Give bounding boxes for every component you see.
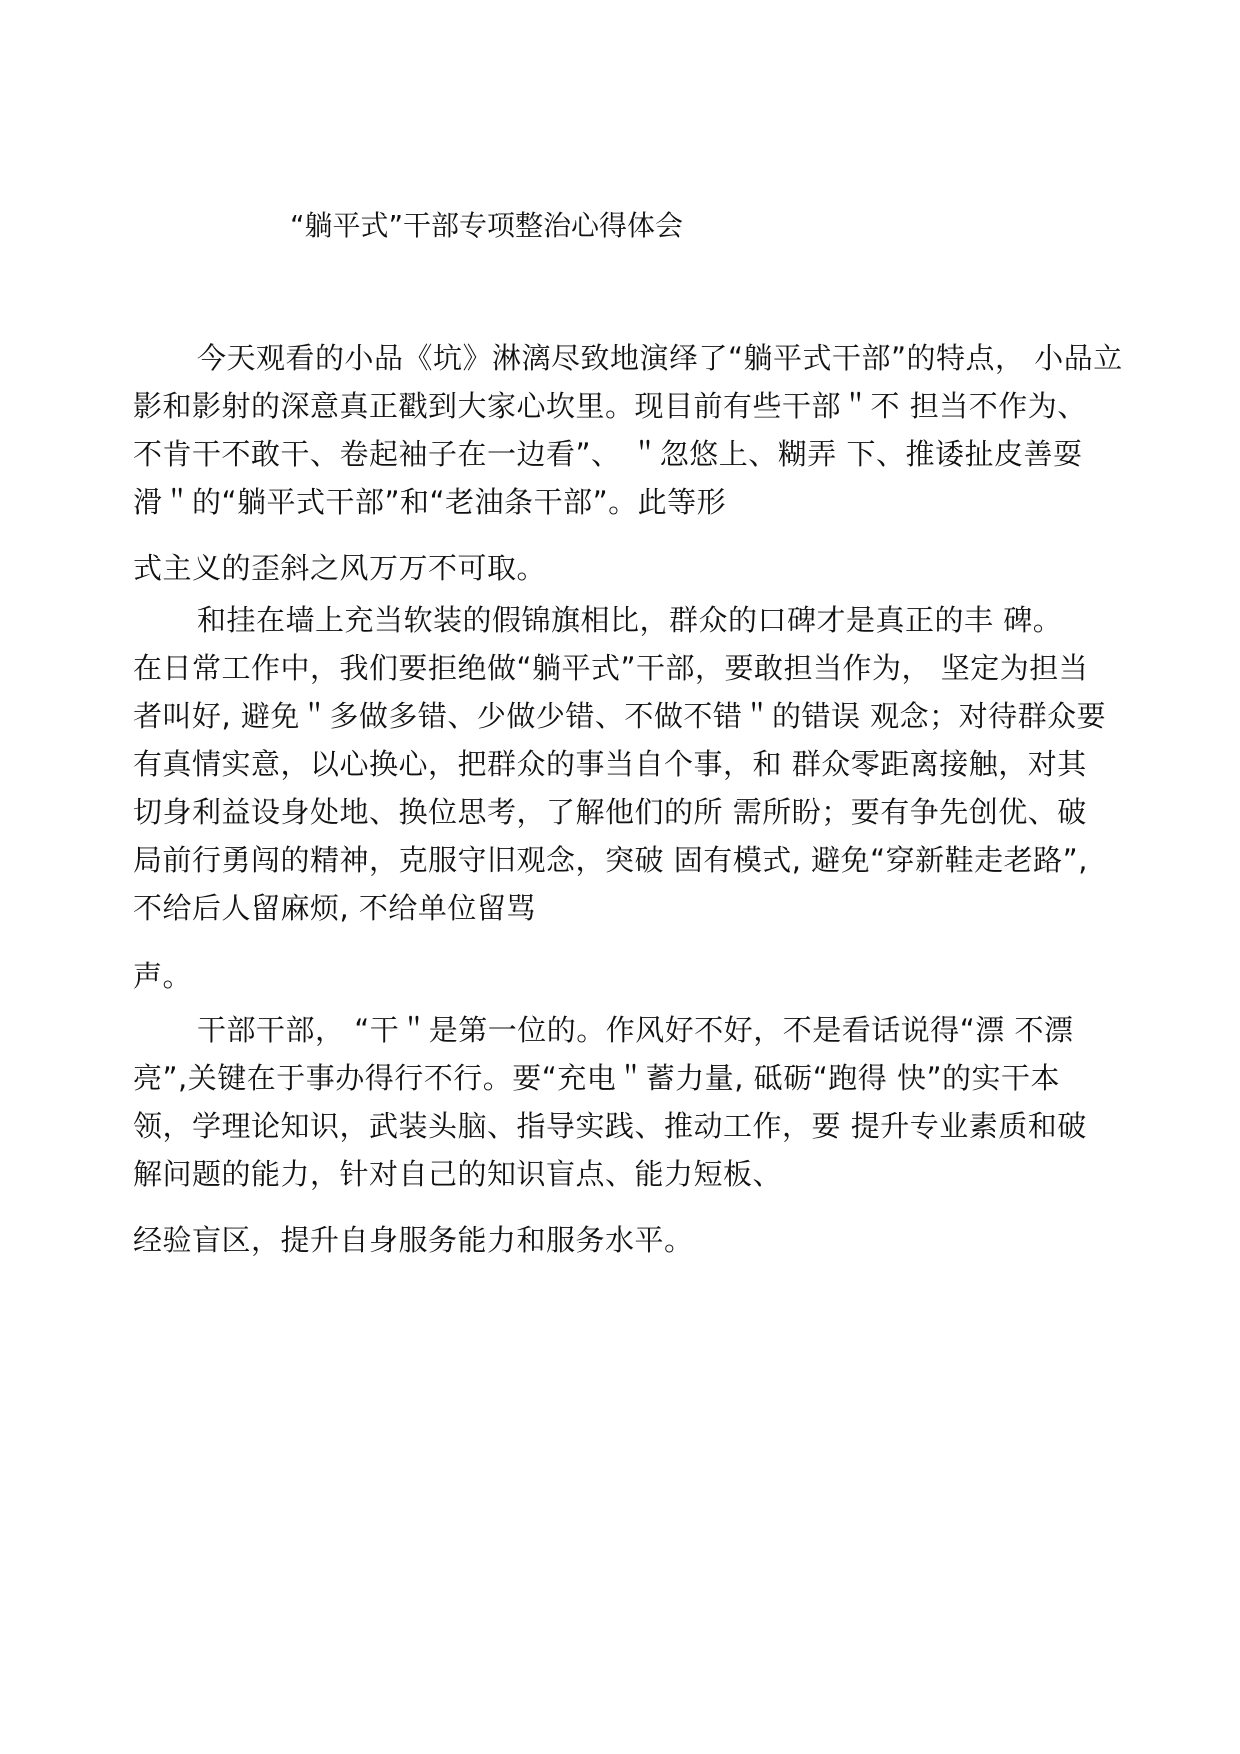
paragraph-1-line-2: 影和影射的深意真正戳到大家心坎里。现目前有些干部＂不 担当不作为、 xyxy=(133,389,1087,423)
paragraph-3-line-1: 干部干部， “干＂是第一位的。作风好不好，不是看话说得“漂 不漂 xyxy=(197,1013,1074,1047)
paragraph-2-line-4: 有真情实意，以心换心，把群众的事当自个事，和 群众零距离接触，对其 xyxy=(133,747,1087,781)
paragraph-2-line-1: 和挂在墙上充当软装的假锦旗相比，群众的口碑才是真正的丰 碑。 xyxy=(197,603,1063,637)
paragraph-1-line-3: 不肯干不敢干、卷起袖子在一边看”、 ＂忽悠上、糊弄 下、推诿扯皮善耍 xyxy=(133,437,1083,471)
paragraph-2-line-7: 不给后人留麻烦, 不给单位留骂 xyxy=(133,891,536,925)
paragraph-1-line-4: 滑＂的“躺平式干部”和“老油条干部”。此等形 xyxy=(133,485,727,519)
paragraph-3-line-4: 解问题的能力，针对自己的知识盲点、能力短板、 xyxy=(133,1157,783,1191)
paragraph-3-line-5: 经验盲区，提升自身服务能力和服务水平。 xyxy=(133,1223,694,1257)
paragraph-2-line-5: 切身利益设身处地、换位思考，了解他们的所 需所盼；要有争先创优、破 xyxy=(133,795,1087,829)
paragraph-2-line-2: 在日常工作中，我们要拒绝做“躺平式”干部，要敢担当作为， 坚定为担当 xyxy=(133,651,1089,685)
paragraph-1-line-1: 今天观看的小品《坑》淋漓尽致地演绎了“躺平式干部”的特点， 小品立 xyxy=(197,341,1123,375)
paragraph-1-line-5: 式主义的歪斜之风万万不可取。 xyxy=(133,551,547,585)
paragraph-2-line-6: 局前行勇闯的精神，克服守旧观念，突破 固有模式, 避免“穿新鞋走老路”, xyxy=(133,843,1088,877)
document-title: “躺平式”干部专项整治心得体会 xyxy=(290,209,684,242)
paragraph-2-line-8: 声。 xyxy=(133,959,193,993)
paragraph-3-line-2: 亮”,关键在于事办得行不行。要“充电＂蓄力量, 砥砺“跑得 快”的实干本 xyxy=(133,1061,1060,1095)
paragraph-2-line-3: 者叫好, 避免＂多做多错、少做少错、不做不错＂的错误 观念；对待群众要 xyxy=(133,699,1107,733)
paragraph-3-line-3: 领，学理论知识，武装头脑、指导实践、推动工作，要 提升专业素质和破 xyxy=(133,1109,1087,1143)
